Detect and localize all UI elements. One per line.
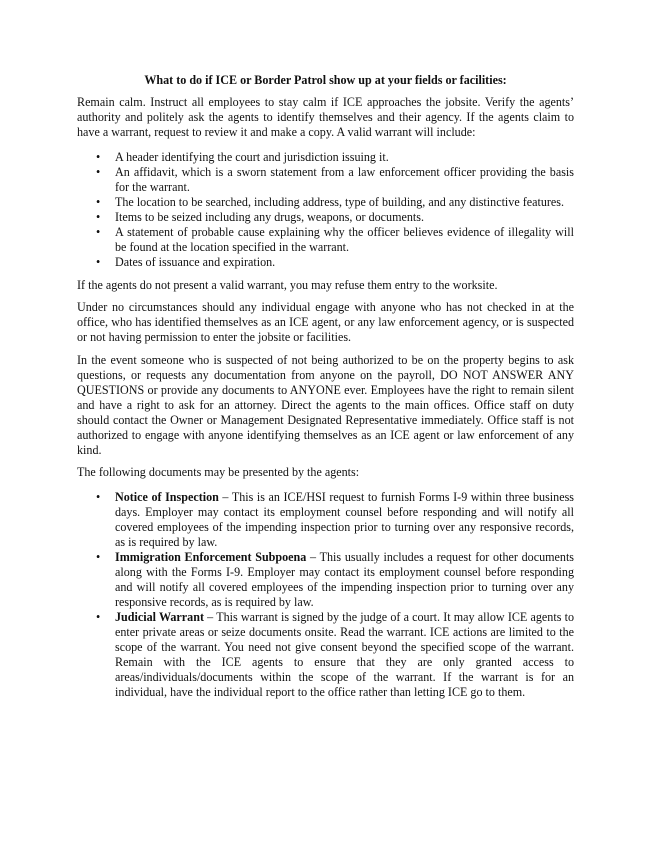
bullet-icon: • [96,150,101,164]
list-item: • A header identifying the court and jurisdiction issuing it. [96,150,389,164]
bullet-icon: • [96,255,101,269]
refuse-entry-paragraph: If the agents do not present a valid warrant, you may refuse them entry to the worksite. [77,277,498,292]
term-judicial-warrant: Judicial Warrant [115,610,204,624]
bullet-icon: • [96,165,101,179]
term-immigration-enforcement-subpoena: Immigration Enforcement Subpoena [115,550,307,564]
questions-paragraph: In the event someone who is suspected of not being authorized to be on the property begins to ask questions, or requests any documentation from anyone on the payroll, DO NOT ANSWER ANY QUESTIONS or provide any documents to ANYONE ever. Employees have the right to remain silent and have a right to ask for an attorney. Direct the agents to the main offices. Office staff on duty should contact the Owner or Management Designated Representative immediately. Office staff is not authorized to engage with anyone identifying themselves as an ICE agent or law enforcement of any kind. [77,352,574,457]
bullet-icon: • [96,195,101,209]
warrant-requirements-list [77,150,574,270]
intro-paragraph: Remain calm. Instruct all employees to stay calm if ICE approaches the jobsite. Verify the agents’ authority and politely ask the agents to identify themselves and their agency. If the agents claim to have a warrant, request to review it and make a copy. A valid warrant will include: [77,95,574,139]
list-item: • A statement of probable cause explaining why the officer believes evidence of illegality will be found at the location specified in the warrant. [96,225,574,254]
bullet-icon: • [96,225,101,239]
list-item: • An affidavit, which is a sworn statement from a law enforcement officer providing the basis for the warrant. [96,165,574,194]
term-notice-of-inspection: Notice of Inspection [115,490,219,504]
list-item: • Judicial Warrant – This warrant is signed by the judge of a court. It may allow ICE agents to enter private areas or seize documents onsite. Read the warrant. ICE actions are limited to the scope of the warrant. You need not give consent beyond the specified scope of the warrant. Remain with the ICE agents to ensure that they are only granted access to areas/individuals/documents within the scope of the warrant. If the warrant is for an individual, have the individual report to the office rather than letting ICE go to them. [96,610,574,699]
list-item: • Items to be seized including any drugs, weapons, or documents. [96,210,424,224]
list-item: • Immigration Enforcement Subpoena – This usually includes a request for other documents along with the Forms I-9. Employer may contact its employment counsel before responding and will notify all covered employees of the impending inspection prior to turning over any responsive records, as is required by law. [96,550,575,609]
list-item: • The location to be searched, including address, type of building, and any distinctive features. [96,195,565,209]
bullet-icon: • [96,610,101,624]
document-page [77,73,574,708]
bullet-icon: • [96,210,101,224]
bullet-icon: • [96,490,101,504]
documents-intro-paragraph: The following documents may be presented by the agents: [77,465,360,479]
bullet-icon: • [96,550,101,564]
list-item: • Notice of Inspection – This is an ICE/HSI request to furnish Forms I-9 within three business days. Employer may contact its employment counsel before responding and will notify all covered employees of the impending inspection prior to turning over any responsive records, as is required by law. [96,490,574,549]
document-types-list [77,490,574,700]
list-item: • Dates of issuance and expiration. [96,255,276,269]
no-engagement-paragraph: Under no circumstances should any individual engage with anyone who has not checked in at the office, who has identified themselves as an ICE agent, or any law enforcement agency, or is suspected or not having permission to enter the jobsite or facilities. [77,300,574,344]
document-title: What to do if ICE or Border Patrol show up at your fields or facilities: [144,73,507,87]
